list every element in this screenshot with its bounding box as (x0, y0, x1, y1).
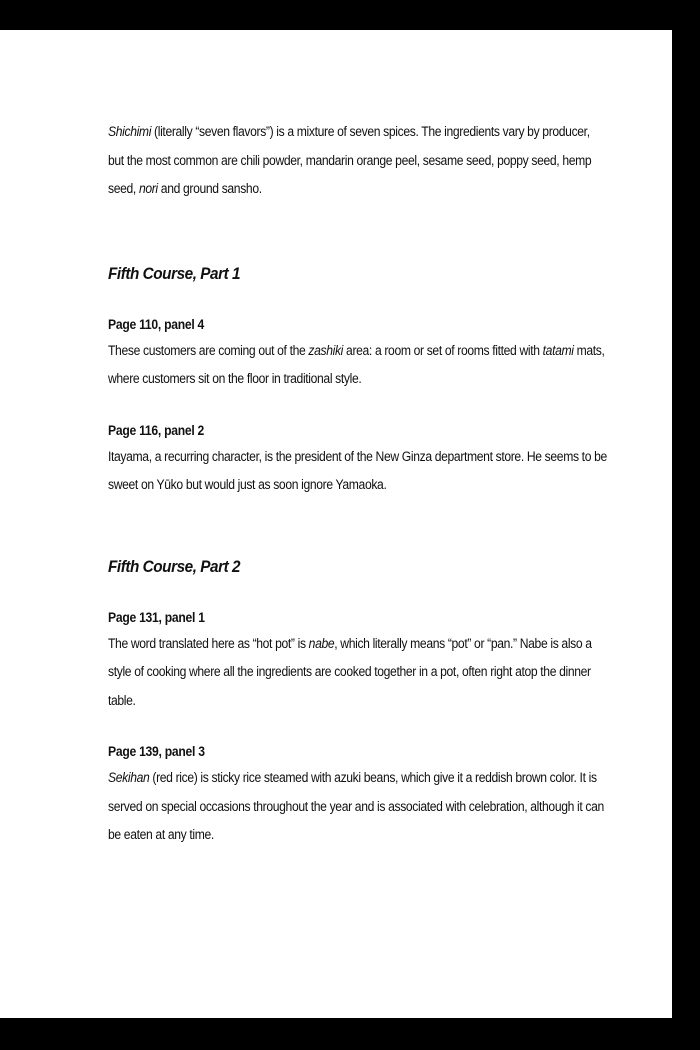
intro-term: Shichimi (108, 124, 152, 139)
note-body-page-139 (108, 764, 608, 850)
note-text: (red rice) is sticky rice steamed with azuki beans, which give it a reddish brown color. It is served on special occasions throughout the year and is associated with celebration, although it can be eaten at any time. (108, 770, 604, 842)
note-text: The word translated here as “hot pot” is (108, 635, 309, 651)
note-body-page-131 (108, 630, 608, 716)
note-heading-page-116: Page 116, panel 2 (108, 422, 205, 438)
note-term: Sekihan (108, 770, 150, 785)
note-text: , which literally means “pot” or “pan.” Nabe is also a style of cooking where all the ingredients are cooked together in a pot, often right atop the dinner table. (108, 635, 592, 708)
intro-text-1: (literally “seven flavors”) is a mixture of seven spices. The ingredients vary by producer, but the most common are chili powder, mandarin orange peel, sesame seed, poppy seed, hemp seed, (108, 124, 592, 196)
section-title-part-2: Fifth Course, Part 2 (108, 556, 241, 576)
note-text: mats, where customers sit on the floor in traditional style. (108, 342, 605, 386)
note-heading-page-139: Page 139, panel 3 (108, 744, 205, 759)
note-term: zashiki (308, 342, 344, 358)
intro-paragraph (108, 118, 608, 204)
book-page (0, 30, 672, 1018)
note-text: These customers are coming out of the (108, 342, 309, 358)
note-body-page-116 (108, 443, 608, 500)
intro-text-2: and ground sansho. (157, 181, 262, 196)
note-term: nabe (308, 635, 335, 651)
note-heading-page-110: Page 110, panel 4 (108, 316, 205, 332)
section-title-part-1: Fifth Course, Part 1 (108, 263, 241, 283)
note-text: area: a room or set of rooms fitted with (343, 342, 543, 358)
note-body-page-110 (108, 337, 608, 394)
note-text: Itayama, a recurring character, is the president of the New Ginza department store. He seems to be sweet on Yūko but would just as soon ignore Yamaoka. (108, 448, 607, 492)
note-heading-page-131: Page 131, panel 1 (108, 609, 205, 625)
intro-term-2: nori (138, 181, 158, 196)
note-term: tatami (542, 342, 574, 358)
page-content (108, 118, 608, 850)
